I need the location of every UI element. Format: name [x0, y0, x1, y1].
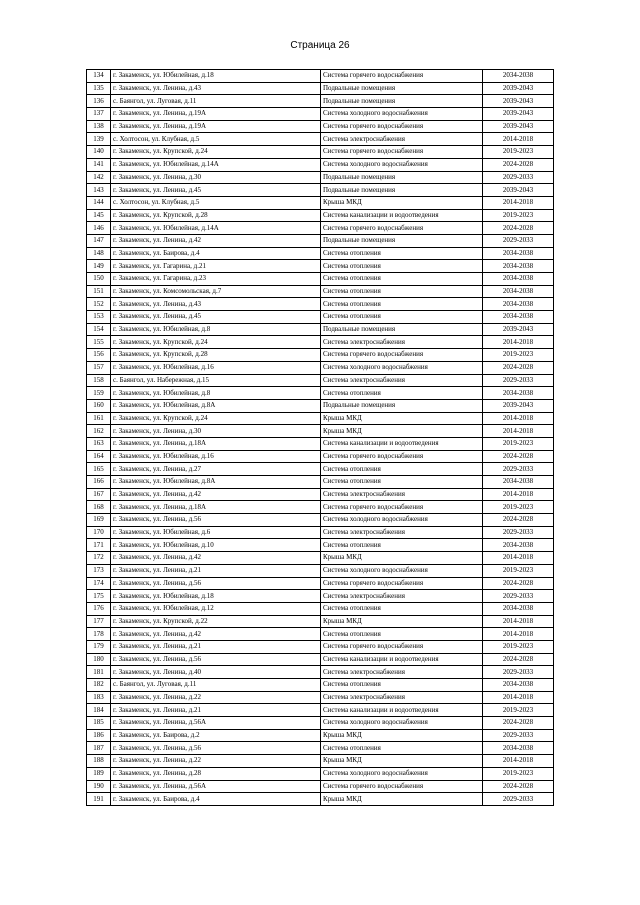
row-number: 178 — [87, 628, 111, 641]
system-cell: Крыша МКД — [321, 425, 483, 438]
system-cell: Система отопления — [321, 539, 483, 552]
period-cell: 2039-2043 — [483, 184, 554, 197]
period-cell: 2029-2033 — [483, 793, 554, 806]
table-row — [87, 691, 554, 704]
row-number: 181 — [87, 666, 111, 679]
system-cell: Система электроснабжения — [321, 666, 483, 679]
period-cell: 2039-2043 — [483, 120, 554, 133]
address-cell: г. Закаменск, ул. Юбилейная, д.8 — [111, 387, 321, 400]
period-cell: 2019-2023 — [483, 349, 554, 362]
table-row — [87, 679, 554, 692]
address-cell: г. Закаменск, ул. Юбилейная, д.16 — [111, 450, 321, 463]
row-number: 183 — [87, 691, 111, 704]
row-number: 167 — [87, 488, 111, 501]
system-cell: Система холодного водоснабжения — [321, 158, 483, 171]
address-cell: г. Закаменск, ул. Юбилейная, д.14А — [111, 158, 321, 171]
row-number: 188 — [87, 755, 111, 768]
system-cell: Система канализации и водоотведения — [321, 704, 483, 717]
system-cell: Система холодного водоснабжения — [321, 767, 483, 780]
row-number: 150 — [87, 273, 111, 286]
address-cell: г. Закаменск, ул. Ленина, д.56 — [111, 742, 321, 755]
table-row — [87, 463, 554, 476]
period-cell: 2019-2023 — [483, 564, 554, 577]
address-cell: г. Закаменск, ул. Юбилейная, д.10 — [111, 539, 321, 552]
period-cell: 2014-2018 — [483, 336, 554, 349]
system-cell: Подвальные помещения — [321, 399, 483, 412]
system-cell: Система горячего водоснабжения — [321, 780, 483, 793]
address-cell: г. Закаменск, ул. Ленина, д.45 — [111, 311, 321, 324]
system-cell: Система отопления — [321, 742, 483, 755]
table-row — [87, 95, 554, 108]
row-number: 174 — [87, 577, 111, 590]
table-row — [87, 488, 554, 501]
row-number: 191 — [87, 793, 111, 806]
table-row — [87, 640, 554, 653]
address-cell: г. Закаменск, ул. Ленина, д.30 — [111, 171, 321, 184]
table-row — [87, 234, 554, 247]
period-cell: 2039-2043 — [483, 82, 554, 95]
address-cell: г. Закаменск, ул. Ленина, д.19А — [111, 120, 321, 133]
system-cell: Крыша МКД — [321, 793, 483, 806]
address-cell: г. Закаменск, ул. Крупской, д.24 — [111, 412, 321, 425]
system-cell: Система горячего водоснабжения — [321, 146, 483, 159]
address-cell: г. Закаменск, ул. Комсомольская, д.7 — [111, 285, 321, 298]
row-number: 142 — [87, 171, 111, 184]
address-cell: с. Холтосон, ул. Клубная, д.5 — [111, 133, 321, 146]
row-number: 155 — [87, 336, 111, 349]
row-number: 140 — [87, 146, 111, 159]
period-cell: 2034-2038 — [483, 298, 554, 311]
table-row — [87, 767, 554, 780]
address-cell: г. Закаменск, ул. Юбилейная, д.18 — [111, 590, 321, 603]
row-number: 158 — [87, 374, 111, 387]
system-cell: Система электроснабжения — [321, 374, 483, 387]
period-cell: 2029-2033 — [483, 526, 554, 539]
period-cell: 2014-2018 — [483, 133, 554, 146]
system-cell: Система холодного водоснабжения — [321, 564, 483, 577]
period-cell: 2024-2028 — [483, 450, 554, 463]
address-cell: г. Закаменск, ул. Ленина, д.45 — [111, 184, 321, 197]
table-row — [87, 82, 554, 95]
table-row — [87, 780, 554, 793]
system-cell: Подвальные помещения — [321, 323, 483, 336]
address-cell: г. Закаменск, ул. Юбилейная, д.8А — [111, 399, 321, 412]
period-cell: 2039-2043 — [483, 95, 554, 108]
table-row — [87, 273, 554, 286]
table-row — [87, 628, 554, 641]
address-cell: г. Закаменск, ул. Ленина, д.42 — [111, 628, 321, 641]
system-cell: Система канализации и водоотведения — [321, 437, 483, 450]
system-cell: Система отопления — [321, 273, 483, 286]
system-cell: Система холодного водоснабжения — [321, 361, 483, 374]
system-cell: Система отопления — [321, 285, 483, 298]
period-cell: 2024-2028 — [483, 361, 554, 374]
period-cell: 2034-2038 — [483, 247, 554, 260]
row-number: 160 — [87, 399, 111, 412]
table-row — [87, 311, 554, 324]
period-cell: 2019-2023 — [483, 501, 554, 514]
system-cell: Система отопления — [321, 463, 483, 476]
row-number: 190 — [87, 780, 111, 793]
system-cell: Система холодного водоснабжения — [321, 514, 483, 527]
row-number: 175 — [87, 590, 111, 603]
address-cell: г. Закаменск, ул. Ленина, д.21 — [111, 640, 321, 653]
row-number: 138 — [87, 120, 111, 133]
period-cell: 2029-2033 — [483, 463, 554, 476]
address-cell: г. Закаменск, ул. Гагарина, д.21 — [111, 260, 321, 273]
address-cell: г. Закаменск, ул. Ленина, д.56 — [111, 653, 321, 666]
system-cell: Система электроснабжения — [321, 488, 483, 501]
system-cell: Крыша МКД — [321, 729, 483, 742]
period-cell: 2024-2028 — [483, 514, 554, 527]
row-number: 182 — [87, 679, 111, 692]
table-row — [87, 196, 554, 209]
address-cell: г. Закаменск, ул. Ленина, д.21 — [111, 564, 321, 577]
address-cell: с. Баянгол, ул. Луговая, д.11 — [111, 679, 321, 692]
period-cell: 2039-2043 — [483, 323, 554, 336]
address-cell: г. Закаменск, ул. Ленина, д.42 — [111, 488, 321, 501]
table-row — [87, 222, 554, 235]
address-cell: с. Холтосон, ул. Клубная, д.5 — [111, 196, 321, 209]
period-cell: 2039-2043 — [483, 399, 554, 412]
period-cell: 2034-2038 — [483, 742, 554, 755]
system-cell: Система электроснабжения — [321, 590, 483, 603]
row-number: 147 — [87, 234, 111, 247]
address-cell: г. Закаменск, ул. Ленина, д.42 — [111, 552, 321, 565]
address-cell: г. Закаменск, ул. Ленина, д.43 — [111, 298, 321, 311]
address-cell: г. Закаменск, ул. Крупской, д.24 — [111, 146, 321, 159]
table-row — [87, 209, 554, 222]
row-number: 163 — [87, 437, 111, 450]
table-row — [87, 70, 554, 83]
period-cell: 2014-2018 — [483, 488, 554, 501]
row-number: 180 — [87, 653, 111, 666]
period-cell: 2019-2023 — [483, 437, 554, 450]
system-cell: Система горячего водоснабжения — [321, 577, 483, 590]
address-cell: г. Закаменск, ул. Баирова, д.4 — [111, 247, 321, 260]
row-number: 159 — [87, 387, 111, 400]
row-number: 136 — [87, 95, 111, 108]
period-cell: 2029-2033 — [483, 234, 554, 247]
period-cell: 2014-2018 — [483, 628, 554, 641]
table-row — [87, 653, 554, 666]
table-body — [87, 70, 554, 806]
table-row — [87, 247, 554, 260]
address-cell: г. Закаменск, ул. Ленина, д.22 — [111, 691, 321, 704]
repair-schedule-table — [86, 69, 554, 806]
address-cell: г. Закаменск, ул. Юбилейная, д.14А — [111, 222, 321, 235]
table-row — [87, 374, 554, 387]
period-cell: 2024-2028 — [483, 717, 554, 730]
address-cell: г. Закаменск, ул. Юбилейная, д.12 — [111, 602, 321, 615]
system-cell: Система отопления — [321, 260, 483, 273]
system-cell: Система отопления — [321, 476, 483, 489]
system-cell: Система отопления — [321, 298, 483, 311]
address-cell: г. Закаменск, ул. Ленина, д.21 — [111, 704, 321, 717]
table-row — [87, 108, 554, 121]
row-number: 148 — [87, 247, 111, 260]
system-cell: Система отопления — [321, 628, 483, 641]
period-cell: 2034-2038 — [483, 387, 554, 400]
table-row — [87, 399, 554, 412]
system-cell: Система горячего водоснабжения — [321, 640, 483, 653]
period-cell: 2029-2033 — [483, 171, 554, 184]
period-cell: 2034-2038 — [483, 273, 554, 286]
address-cell: г. Закаменск, ул. Крупской, д.28 — [111, 349, 321, 362]
address-cell: г. Закаменск, ул. Ленина, д.18А — [111, 437, 321, 450]
address-cell: г. Закаменск, ул. Юбилейная, д.6 — [111, 526, 321, 539]
system-cell: Подвальные помещения — [321, 184, 483, 197]
row-number: 137 — [87, 108, 111, 121]
row-number: 164 — [87, 450, 111, 463]
system-cell: Система канализации и водоотведения — [321, 653, 483, 666]
row-number: 165 — [87, 463, 111, 476]
table-row — [87, 666, 554, 679]
row-number: 171 — [87, 539, 111, 552]
table-row — [87, 336, 554, 349]
table-row — [87, 323, 554, 336]
address-cell: г. Закаменск, ул. Ленина, д.43 — [111, 82, 321, 95]
period-cell: 2039-2043 — [483, 108, 554, 121]
system-cell: Система холодного водоснабжения — [321, 717, 483, 730]
period-cell: 2034-2038 — [483, 285, 554, 298]
table-row — [87, 361, 554, 374]
system-cell: Система отопления — [321, 311, 483, 324]
row-number: 143 — [87, 184, 111, 197]
period-cell: 2014-2018 — [483, 615, 554, 628]
address-cell: г. Закаменск, ул. Ленина, д.18А — [111, 501, 321, 514]
table-row — [87, 425, 554, 438]
table-row — [87, 133, 554, 146]
row-number: 156 — [87, 349, 111, 362]
system-cell: Система горячего водоснабжения — [321, 501, 483, 514]
period-cell: 2014-2018 — [483, 196, 554, 209]
table-row — [87, 704, 554, 717]
period-cell: 2029-2033 — [483, 666, 554, 679]
address-cell: г. Закаменск, ул. Ленина, д.22 — [111, 755, 321, 768]
period-cell: 2029-2033 — [483, 590, 554, 603]
table-row — [87, 158, 554, 171]
system-cell: Система горячего водоснабжения — [321, 450, 483, 463]
row-number: 166 — [87, 476, 111, 489]
period-cell: 2024-2028 — [483, 577, 554, 590]
address-cell: г. Закаменск, ул. Крупской, д.24 — [111, 336, 321, 349]
row-number: 134 — [87, 70, 111, 83]
address-cell: г. Закаменск, ул. Ленина, д.30 — [111, 425, 321, 438]
table-row — [87, 387, 554, 400]
address-cell: г. Закаменск, ул. Крупской, д.28 — [111, 209, 321, 222]
period-cell: 2024-2028 — [483, 780, 554, 793]
system-cell: Система холодного водоснабжения — [321, 108, 483, 121]
period-cell: 2014-2018 — [483, 425, 554, 438]
period-cell: 2019-2023 — [483, 146, 554, 159]
row-number: 177 — [87, 615, 111, 628]
system-cell: Система отопления — [321, 247, 483, 260]
period-cell: 2019-2023 — [483, 640, 554, 653]
address-cell: с. Баянгол, ул. Луговая, д.11 — [111, 95, 321, 108]
system-cell: Система электроснабжения — [321, 691, 483, 704]
table-row — [87, 514, 554, 527]
table-row — [87, 755, 554, 768]
row-number: 135 — [87, 82, 111, 95]
row-number: 144 — [87, 196, 111, 209]
table-row — [87, 717, 554, 730]
system-cell: Подвальные помещения — [321, 171, 483, 184]
system-cell: Крыша МКД — [321, 552, 483, 565]
period-cell: 2024-2028 — [483, 222, 554, 235]
period-cell: 2014-2018 — [483, 552, 554, 565]
period-cell: 2014-2018 — [483, 691, 554, 704]
period-cell: 2014-2018 — [483, 412, 554, 425]
system-cell: Система горячего водоснабжения — [321, 70, 483, 83]
row-number: 162 — [87, 425, 111, 438]
table-row — [87, 171, 554, 184]
period-cell: 2019-2023 — [483, 704, 554, 717]
row-number: 189 — [87, 767, 111, 780]
address-cell: г. Закаменск, ул. Ленина, д.27 — [111, 463, 321, 476]
period-cell: 2029-2033 — [483, 729, 554, 742]
table-row — [87, 577, 554, 590]
address-cell: г. Закаменск, ул. Юбилейная, д.8А — [111, 476, 321, 489]
table-row — [87, 552, 554, 565]
period-cell: 2034-2038 — [483, 539, 554, 552]
address-cell: г. Закаменск, ул. Ленина, д.19А — [111, 108, 321, 121]
table-row — [87, 146, 554, 159]
address-cell: с. Баянгол, ул. Набережная, д.15 — [111, 374, 321, 387]
table-row — [87, 501, 554, 514]
table-row — [87, 349, 554, 362]
table-row — [87, 564, 554, 577]
period-cell: 2024-2028 — [483, 158, 554, 171]
address-cell: г. Закаменск, ул. Ленина, д.56 — [111, 577, 321, 590]
system-cell: Крыша МКД — [321, 755, 483, 768]
table-row — [87, 793, 554, 806]
system-cell: Система отопления — [321, 387, 483, 400]
page-title: Страница 26 — [290, 40, 350, 51]
system-cell: Система электроснабжения — [321, 133, 483, 146]
table-row — [87, 615, 554, 628]
row-number: 172 — [87, 552, 111, 565]
row-number: 185 — [87, 717, 111, 730]
table-row — [87, 539, 554, 552]
row-number: 186 — [87, 729, 111, 742]
period-cell: 2034-2038 — [483, 476, 554, 489]
table-row — [87, 476, 554, 489]
table-row — [87, 602, 554, 615]
period-cell: 2029-2033 — [483, 374, 554, 387]
period-cell: 2024-2028 — [483, 653, 554, 666]
row-number: 161 — [87, 412, 111, 425]
period-cell: 2014-2018 — [483, 755, 554, 768]
address-cell: г. Закаменск, ул. Ленина, д.28 — [111, 767, 321, 780]
period-cell: 2019-2023 — [483, 209, 554, 222]
system-cell: Система отопления — [321, 602, 483, 615]
table-row — [87, 184, 554, 197]
period-cell: 2019-2023 — [483, 767, 554, 780]
period-cell: 2034-2038 — [483, 70, 554, 83]
table-row — [87, 260, 554, 273]
period-cell: 2034-2038 — [483, 602, 554, 615]
row-number: 139 — [87, 133, 111, 146]
address-cell: г. Закаменск, ул. Ленина, д.40 — [111, 666, 321, 679]
row-number: 170 — [87, 526, 111, 539]
system-cell: Система канализации и водоотведения — [321, 209, 483, 222]
period-cell: 2034-2038 — [483, 260, 554, 273]
system-cell: Система горячего водоснабжения — [321, 222, 483, 235]
system-cell: Система электроснабжения — [321, 526, 483, 539]
table-row — [87, 729, 554, 742]
address-cell: г. Закаменск, ул. Юбилейная, д.8 — [111, 323, 321, 336]
system-cell: Крыша МКД — [321, 615, 483, 628]
table-row — [87, 437, 554, 450]
table-row — [87, 450, 554, 463]
address-cell: г. Закаменск, ул. Юбилейная, д.16 — [111, 361, 321, 374]
table-row — [87, 285, 554, 298]
system-cell: Подвальные помещения — [321, 82, 483, 95]
row-number: 184 — [87, 704, 111, 717]
system-cell: Система электроснабжения — [321, 336, 483, 349]
address-cell: г. Закаменск, ул. Юбилейная, д.18 — [111, 70, 321, 83]
row-number: 145 — [87, 209, 111, 222]
address-cell: г. Закаменск, ул. Баирова, д.4 — [111, 793, 321, 806]
row-number: 151 — [87, 285, 111, 298]
system-cell: Система горячего водоснабжения — [321, 349, 483, 362]
table-row — [87, 590, 554, 603]
row-number: 152 — [87, 298, 111, 311]
row-number: 153 — [87, 311, 111, 324]
table-row — [87, 412, 554, 425]
row-number: 149 — [87, 260, 111, 273]
system-cell: Крыша МКД — [321, 196, 483, 209]
row-number: 169 — [87, 514, 111, 527]
system-cell: Подвальные помещения — [321, 234, 483, 247]
address-cell: г. Закаменск, ул. Ленина, д.42 — [111, 234, 321, 247]
row-number: 176 — [87, 602, 111, 615]
address-cell: г. Закаменск, ул. Ленина, д.56 — [111, 514, 321, 527]
row-number: 157 — [87, 361, 111, 374]
address-cell: г. Закаменск, ул. Баирова, д.2 — [111, 729, 321, 742]
system-cell: Система горячего водоснабжения — [321, 120, 483, 133]
address-cell: г. Закаменск, ул. Ленина, д.56А — [111, 717, 321, 730]
row-number: 154 — [87, 323, 111, 336]
period-cell: 2034-2038 — [483, 311, 554, 324]
row-number: 141 — [87, 158, 111, 171]
row-number: 173 — [87, 564, 111, 577]
table-row — [87, 742, 554, 755]
address-cell: г. Закаменск, ул. Ленина, д.56А — [111, 780, 321, 793]
row-number: 168 — [87, 501, 111, 514]
table-row — [87, 298, 554, 311]
system-cell: Подвальные помещения — [321, 95, 483, 108]
system-cell: Система отопления — [321, 679, 483, 692]
row-number: 179 — [87, 640, 111, 653]
table-row — [87, 526, 554, 539]
row-number: 146 — [87, 222, 111, 235]
address-cell: г. Закаменск, ул. Крупской, д.22 — [111, 615, 321, 628]
system-cell: Крыша МКД — [321, 412, 483, 425]
row-number: 187 — [87, 742, 111, 755]
period-cell: 2034-2038 — [483, 679, 554, 692]
table-row — [87, 120, 554, 133]
address-cell: г. Закаменск, ул. Гагарина, д.23 — [111, 273, 321, 286]
